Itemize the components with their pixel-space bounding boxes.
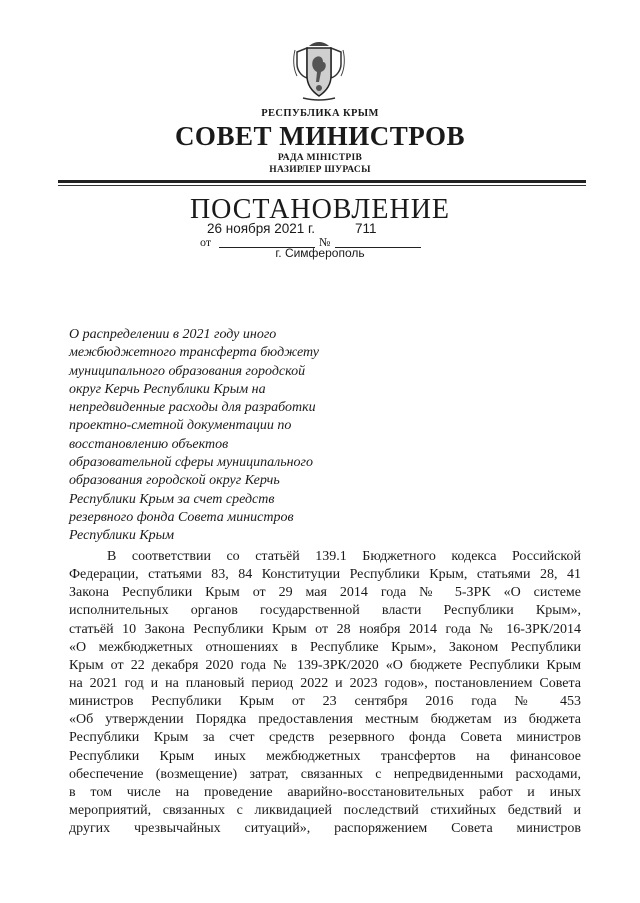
body-line: исполнительных органов государственной власти Республики Крым», [69, 603, 581, 619]
body-line: Республики Крым за счет средств резервного фонда Совета министров [69, 730, 581, 746]
subject-line: образования городской округ Керчь [69, 473, 280, 489]
coat-of-arms-emblem-icon [289, 38, 349, 102]
subject-line: межбюджетного трансферта бюджету [69, 345, 320, 361]
body-line: В соответствии со статьёй 139.1 Бюджетного кодекса Российской [107, 549, 581, 564]
council-title: СОВЕТ МИНИСТРОВ [174, 121, 466, 151]
body-line: на 2021 год и на плановый период 2022 и 2023 годов», постановлением Совета [69, 675, 581, 691]
body-line: Закона Республики Крым от 29 мая 2014 года № 5-ЗРК «О системе [69, 585, 581, 601]
body-line: министров Республики Крым от 23 сентября 2016 года № 453 [69, 694, 581, 710]
number-label: № [319, 235, 331, 249]
subject-line: муниципального образования городской [69, 363, 306, 379]
subject-line: О распределении в 2021 году иного [69, 327, 277, 342]
decree-subject [69, 326, 359, 546]
subject-line: резервного фонда Совета министров [69, 509, 294, 525]
decree-number: 711 [355, 221, 377, 236]
header-divider-thin [58, 185, 586, 186]
subject-line: непредвиденные расходы для разработки [69, 400, 316, 416]
council-title-ukrainian: РАДА МІНІСТРІВ [277, 153, 363, 163]
council-title-crimean-tatar: НАЗИРЛЕР ШУРАСЫ [269, 165, 371, 175]
decree-title: ПОСТАНОВЛЕНИЕ [189, 194, 451, 225]
body-line: «О межбюджетных отношениях в Республике Крым», Законом Республики [69, 639, 581, 655]
body-line: обеспечение (возмещение) затрат, связанных с непредвиденными расходами, [69, 766, 581, 782]
body-line: «Об утверждении Порядка предоставления местным бюджетам из бюджета [69, 712, 581, 728]
subject-line: Республики Крым за счет средств [69, 491, 275, 507]
subject-line: Республики Крым [69, 528, 175, 544]
body-line: мероприятий, связанных с ликвидацией последствий стихийных бедствий и [69, 802, 581, 818]
header-divider-thick [58, 180, 586, 183]
subject-line: проектно-сметной документации по [69, 418, 292, 434]
subject-line: восстановлению объектов [69, 436, 229, 452]
body-line: Федерации, статьями 83, 84 Конституции Республики Крым, статьями 28, 41 [69, 567, 581, 583]
body-line: статьёй 10 Закона Республики Крым от 28 ноября 2014 года № 16-ЗРК/2014 [69, 621, 581, 637]
decree-city: г. Симферополь [275, 246, 365, 260]
subject-line: образовательной сферы муниципального [69, 455, 313, 471]
body-line: в том числе на проведение аварийно-восстановительных работ и иных [69, 784, 581, 800]
body-line: Крым от 22 декабря 2020 года № 139-ЗРК/2020 «О бюджете Республики Крым [69, 657, 581, 673]
decree-body-paragraph [69, 548, 581, 838]
subject-line: округ Керчь Республики Крым на [69, 381, 266, 397]
decree-date: 26 ноября 2021 г. [207, 221, 315, 236]
date-label: от [200, 235, 212, 249]
republic-name: РЕСПУБЛИКА КРЫМ [261, 108, 379, 119]
body-line: других чрезвычайных ситуаций», распоряжением Совета министров [69, 821, 581, 837]
body-line: Республики Крым иных межбюджетных трансфертов на финансовое [69, 748, 581, 764]
decree-date-number-line [197, 221, 427, 247]
